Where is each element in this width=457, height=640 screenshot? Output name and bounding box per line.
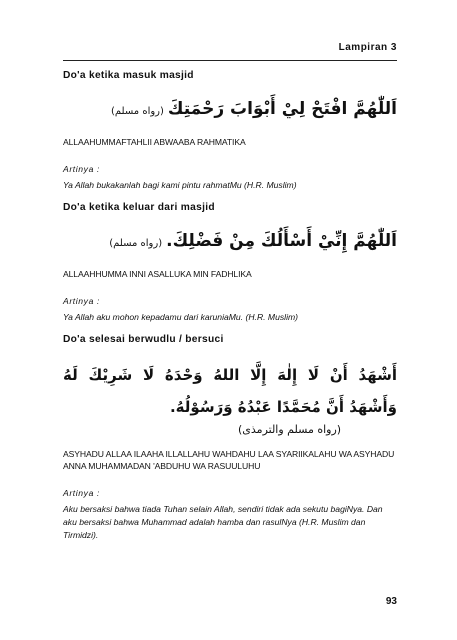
meaning-text: Ya Allah aku mohon kepadamu dari karuniaMu. (H.R. Muslim) — [63, 312, 298, 322]
section-selesai-wudlu — [63, 334, 397, 542]
page-header — [63, 42, 397, 62]
section-heading: Do'a selesai berwudlu / bersuci — [63, 334, 224, 345]
arabic-prayer — [63, 97, 397, 124]
page-content — [63, 70, 397, 542]
header-rule — [63, 60, 397, 61]
arabic-reference: (رواه مسلم) — [109, 238, 163, 249]
arabic-text: اَللّٰهُمَّ إِنِّيْ أَسْأَلُكَ مِنْ فَضْلِكَ. — [166, 231, 397, 251]
arabic-prayer — [63, 229, 397, 256]
arabic-reference: (رواه مسلم والترمذى) — [238, 423, 342, 436]
transliteration: ALLAAHUMMAFTAHLII ABWAABA RAHMATIKA — [63, 137, 246, 147]
section-heading: Do'a ketika masuk masjid — [63, 70, 194, 81]
transliteration: ASYHADU ALLAA ILAAHA ILLALLAHU WAHDAHU LAA SYARIIKALAHU WA ASYHADU ANNA MUHAMMADAN 'ABDUHU WA RASUULUHU — [63, 449, 395, 471]
section-masuk-masjid — [63, 70, 397, 192]
arabic-reference: (رواه مسلم) — [111, 106, 164, 117]
transliteration: ALLAAHHUMMA INNI ASALLUKA MIN FADHLIKA — [63, 269, 252, 279]
meaning-text: Aku bersaksi bahwa tiada Tuhan selain Allah, sendiri tidak ada sekutu bagiNya. Dan aku bersaksi bahwa Muhammad adalah hamba dan rasulNya (H.R. Muslim dan Tirmidzi). — [63, 504, 383, 540]
artinya-label: Artinya : — [63, 164, 100, 174]
section-heading: Do'a ketika keluar dari masjid — [63, 202, 215, 213]
arabic-text: اَللّٰهُمَّ افْتَحْ لِيْ أَبْوَابَ رَحْمَتِكَ — [167, 99, 397, 119]
arabic-text: أَشْهَدُ أَنْ لَا إِلٰهَ إِلَّا اللهُ وَحْدَهُ لَا شَرِيْكَ لَهُ وَأَشْهَدُ أَنَّ مُحَمَّدًا عَبْدُهُ وَرَسُوْلُهُ. — [63, 366, 397, 416]
section-keluar-masjid — [63, 202, 397, 324]
artinya-label: Artinya : — [63, 488, 100, 498]
page-number: 93 — [385, 596, 397, 607]
artinya-label: Artinya : — [63, 296, 100, 306]
meaning-text: Ya Allah bukakanlah bagi kami pintu rahmatMu (H.R. Muslim) — [63, 180, 297, 190]
header-title: Lampiran 3 — [338, 42, 397, 53]
